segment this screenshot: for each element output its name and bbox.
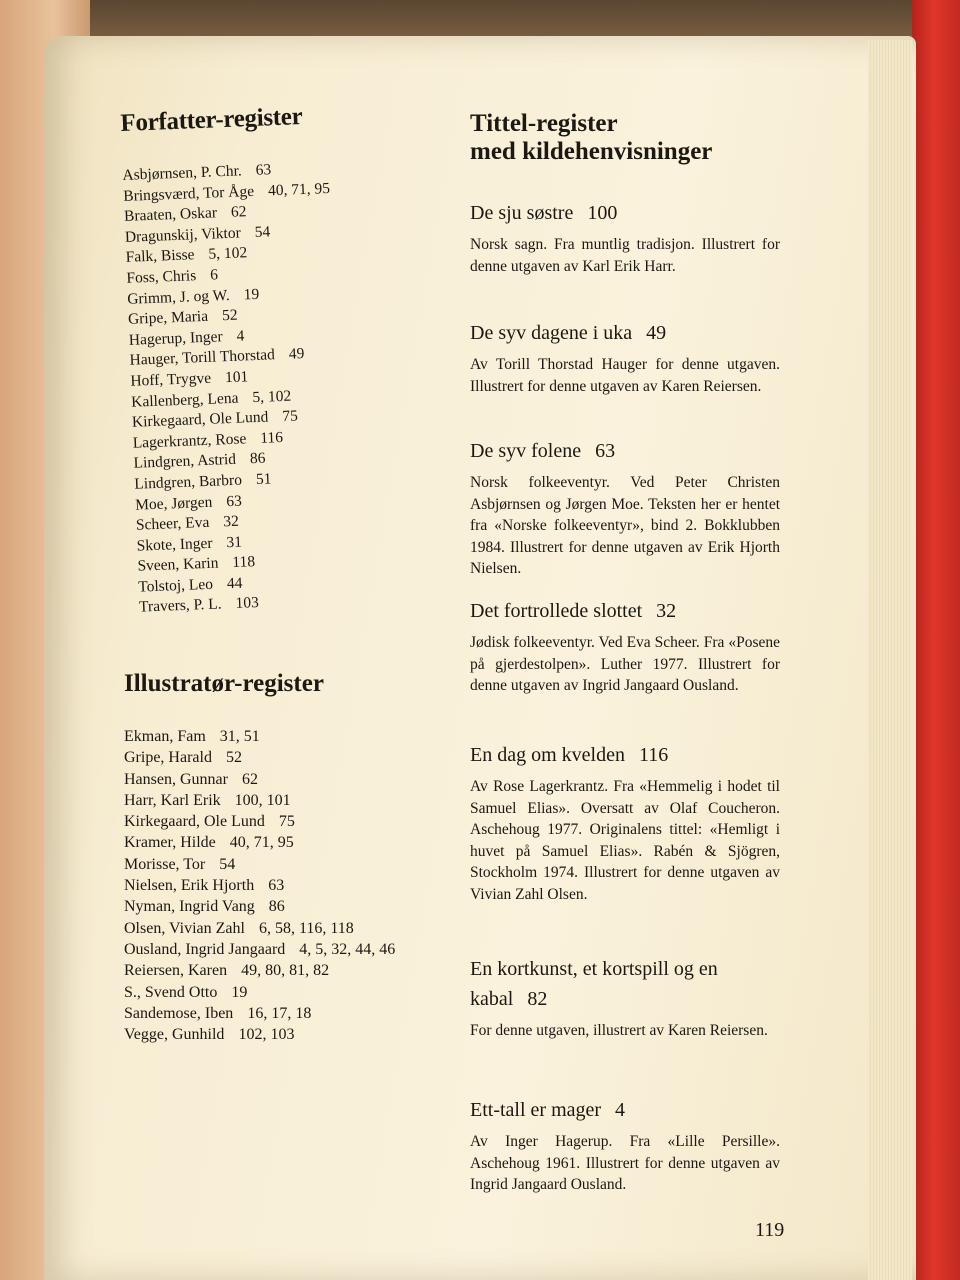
entry-page-ref: 32 [656,600,677,622]
title-entry [470,1095,780,1196]
entry-title-text: En kortkunst, et kortspill og en kabal [470,958,718,1010]
illustrator-name: Nyman, Ingrid Vang [124,898,255,916]
entry-page-ref: 4 [615,1099,626,1121]
page-ref: 6 [209,266,219,284]
page-ref: 6, 58, 116, 118 [258,919,354,937]
page-ref: 5, 102 [208,244,248,264]
list-item [124,875,454,896]
author-name: Scheer, Eva [135,513,210,534]
page-ref: 19 [231,983,248,1001]
page-ref: 31 [226,533,243,551]
entry-page-ref: 82 [527,988,548,1010]
page-ref: 62 [230,203,247,221]
entry-source-description: For denne utgaven, illustrert av Karen Reiersen. [470,1022,768,1039]
entry-title-text: Ett-tall er mager [470,1099,602,1121]
page-ref: 32 [222,512,240,531]
entry-title [470,198,780,228]
title-entry [470,198,780,277]
author-name: Falk, Bisse [125,246,195,267]
entry-source-description: Norsk folkeeventyr. Ved Peter Christen Asbjørnsen og Jørgen Moe. Teksten her er hentet fra «Norske folkeeventyr», bind 2. Bokklubben 1984. Illustrert for denne utgaven av Erik Hjorth Nielsen. [470,474,780,577]
page-ref: 52 [225,749,242,767]
entry-title-text: Det fortrollede slottet [470,600,643,622]
author-name: Hauger, Torill Thorstad [129,346,276,370]
illustrator-name: Reiersen, Karen [124,962,228,980]
author-name: Sveen, Karin [137,554,219,575]
list-item [124,1024,454,1045]
entry-source-description: Av Inger Hagerup. Fra «Lille Persille». Aschehoug 1961. Illustrert for denne utgaven av Ingrid Jangaard Ousland. [470,1133,780,1193]
page-ref: 49, 80, 81, 82 [241,962,330,980]
author-name: Kirkegaard, Ole Lund [131,408,269,431]
page-ref: 16, 17, 18 [247,1004,312,1022]
list-item [124,960,454,981]
entry-title-text: De syv dagene i uka [470,322,633,344]
title-entry [470,436,780,580]
illustrator-list [124,726,454,1045]
author-register [120,98,459,619]
page-ref: 19 [243,285,260,303]
author-register-heading: Forfatter-register [120,103,303,137]
page-ref: 40, 71, 95 [229,834,294,852]
author-name: Braaten, Oskar [123,204,218,226]
page-ref: 4 [236,327,245,345]
entry-title [470,596,780,626]
author-name: Lagerkrantz, Rose [132,430,247,452]
title-entry [470,318,780,397]
page-ref: 63 [225,492,243,510]
entry-title [470,436,780,466]
entry-title [470,954,780,1014]
illustrator-name: Kirkegaard, Ole Lund [124,813,265,831]
page-ref: 101 [224,368,249,387]
list-item [124,790,454,811]
illustrator-name: Gripe, Harald [124,749,212,767]
page-ref: 63 [255,161,272,179]
page-ref: 54 [254,223,271,241]
entry-title-text: De sju søstre [470,202,574,224]
author-name: Travers, P. L. [138,595,222,617]
illustrator-name: Hansen, Gunnar [124,770,228,788]
list-item [124,769,454,790]
entry-page-ref: 100 [587,202,618,224]
title-register-heading-line2: med kildehenvisninger [470,138,713,165]
page-ref: 86 [249,449,266,468]
illustrator-name: Kramer, Hilde [124,834,216,852]
entry-page-ref: 49 [646,322,667,344]
author-name: Bringsværd, Tor Åge [122,182,255,205]
illustrator-name: S., Svend Otto [124,983,218,1001]
page-ref: 40, 71, 95 [267,179,331,199]
page-ref: 4, 5, 32, 44, 46 [299,940,396,958]
list-item [124,896,454,917]
page-ref: 51 [255,470,272,488]
entry-source-description: Av Torill Thorstad Hauger for denne utgaven. Illustrert for denne utgaven av Karen Reiersen. [470,356,780,395]
illustrator-name: Ekman, Fam [124,728,206,745]
page-ref: 49 [288,345,305,364]
page-ref: 52 [221,306,238,325]
entry-title-text: En dag om kvelden [470,744,625,766]
title-register-heading [470,110,790,166]
title-entry [470,954,780,1042]
list-item [124,726,454,747]
illustrator-name: Ousland, Ingrid Jangaard [124,940,286,958]
page-ref: 5, 102 [252,387,292,406]
list-item [124,747,454,768]
page-ref: 75 [278,813,295,831]
illustrator-name: Morisse, Tor [124,855,206,873]
author-name: Tolstoj, Leo [137,575,214,596]
illustrator-register [124,670,454,1045]
illustrator-name: Sandemose, Iben [124,1004,234,1022]
page-stack-edge [868,40,912,1280]
author-name: Moe, Jørgen [134,493,213,514]
author-name: Lindgren, Barbro [134,471,243,493]
entry-source-description: Av Rose Lagerkrantz. Fra «Hemmelig i hodet til Samuel Elias». Oversatt av Olaf Coucheron. Aschehoug 1977. Originalens tittel: «Hemligt i huvet på Samuel Elias». Rabén & Sjögren, Stockholm 1974. Illustrert for denne utgaven av Vivian Zahl Olsen. [470,778,780,903]
list-item [124,832,454,853]
page-ref: 75 [282,407,299,426]
illustrator-name: Vegge, Gunhild [124,1026,225,1044]
page-ref: 116 [259,428,284,447]
page-ref: 102, 103 [238,1026,295,1044]
author-name: Asbjørnsen, P. Chr. [122,162,243,184]
page-ref: 103 [235,594,260,613]
entry-page-ref: 116 [638,744,669,766]
list-item [124,918,454,939]
page-number: 119 [755,1219,785,1241]
illustrator-name: Olsen, Vivian Zahl [124,919,245,937]
list-item [124,854,454,875]
illustrator-name: Harr, Karl Erik [124,791,221,809]
author-name: Gripe, Maria [127,307,209,328]
title-entry [470,740,780,905]
illustrator-register-heading: Illustratør-register [124,670,324,697]
page-ref: 62 [241,770,258,788]
list-item [124,982,454,1003]
author-name: Dragunskij, Viktor [124,224,242,246]
author-name: Lindgren, Astrid [133,451,237,473]
page-ref: 100, 101 [234,791,291,809]
author-list [122,154,459,619]
page-ref: 44 [226,574,243,593]
title-entry [470,596,780,697]
author-name: Kallenberg, Lena [130,389,239,411]
author-name: Hoff, Trygve [130,369,212,390]
list-item [124,811,454,832]
entry-title [470,318,780,348]
entry-source-description: Jødisk folkeeventyr. Ved Eva Scheer. Fra «Posene på gjerdestolpen». Luther 1977. Illustrert for denne utgaven av Ingrid Jangaard Ousland. [470,634,780,694]
entry-page-ref: 63 [595,440,616,462]
title-register-heading-line1: Tittel-register [470,110,618,137]
list-item [124,1003,454,1024]
author-name: Skote, Inger [136,534,213,555]
page-ref: 31, 51 [219,728,260,745]
entry-title-text: De syv folene [470,440,582,462]
page-ref: 86 [268,898,285,916]
page-ref: 63 [268,877,285,895]
author-name: Foss, Chris [126,267,197,287]
entry-source-description: Norsk sagn. Fra muntlig tradisjon. Illustrert for denne utgaven av Karl Erik Harr. [470,236,780,275]
list-item [124,939,454,960]
illustrator-name: Nielsen, Erik Hjorth [124,877,255,895]
book-cover-edge [912,0,960,1280]
page-ref: 118 [232,553,256,572]
entry-title [470,740,780,770]
author-name: Hagerup, Inger [128,327,223,349]
entry-title [470,1095,780,1125]
title-register [470,110,790,1193]
page-ref: 54 [219,855,236,873]
author-name: Grimm, J. og W. [126,286,230,308]
